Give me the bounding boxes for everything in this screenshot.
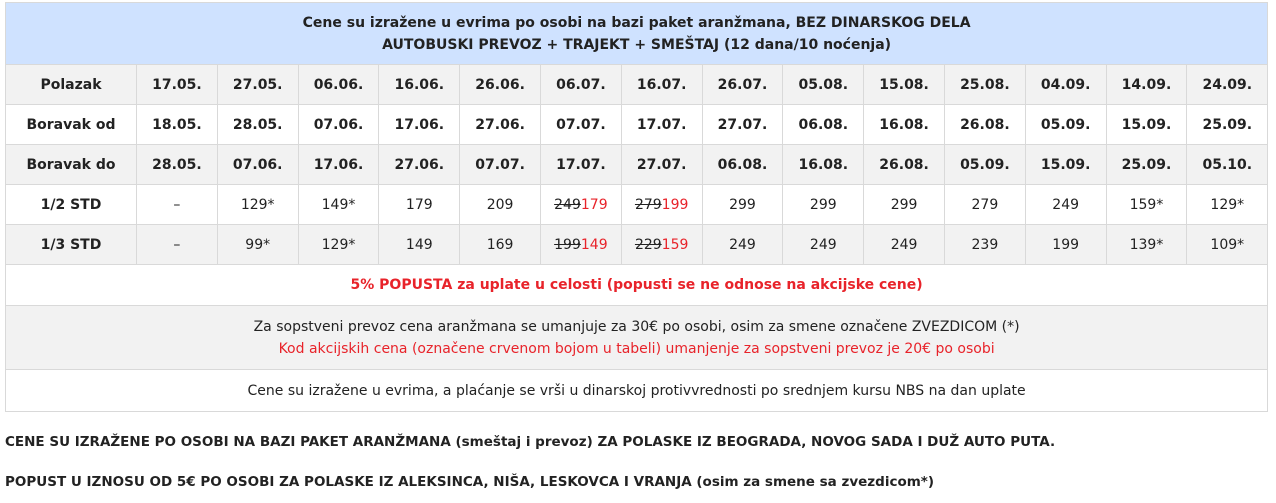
table-cell: 15.09. xyxy=(1025,145,1106,185)
table-cell: 24.09. xyxy=(1187,65,1268,105)
table-cell: 17.07. xyxy=(540,145,621,185)
own-transport-note xyxy=(6,306,1268,370)
row-polazak xyxy=(6,65,1268,105)
table-cell xyxy=(540,225,621,265)
table-cell: 05.09. xyxy=(944,145,1025,185)
table-cell: 99* xyxy=(217,225,298,265)
note-line-1: Za sopstveni prevoz cena aranžmana se umanjuje za 30€ po osobi, osim za smene označene ZVEZDICOM (*) xyxy=(253,318,1020,335)
table-cell: 169 xyxy=(460,225,541,265)
old-price: 249 xyxy=(554,196,581,213)
table-cell: 16.06. xyxy=(379,65,460,105)
table-cell: 06.06. xyxy=(298,65,379,105)
table-cell: 07.07. xyxy=(540,105,621,145)
table-cell: 27.07. xyxy=(702,105,783,145)
row-half-std xyxy=(6,185,1268,225)
sale-price: 199 xyxy=(661,196,689,213)
table-cell: 15.08. xyxy=(864,65,945,105)
table-cell: 139* xyxy=(1106,225,1187,265)
table-cell: 149 xyxy=(379,225,460,265)
row-third-std xyxy=(6,225,1268,265)
table-cell: 109* xyxy=(1187,225,1268,265)
table-cell xyxy=(621,225,702,265)
table-cell xyxy=(621,185,702,225)
table-cell: 28.05. xyxy=(137,145,218,185)
table-cell: 07.06. xyxy=(217,145,298,185)
table-cell: 149* xyxy=(298,185,379,225)
table-cell: 05.08. xyxy=(783,65,864,105)
table-cell: 26.08. xyxy=(864,145,945,185)
old-price: 279 xyxy=(634,196,662,213)
table-cell: 07.06. xyxy=(298,105,379,145)
table-cell: 05.09. xyxy=(1025,105,1106,145)
table-cell: 26.07. xyxy=(702,65,783,105)
note-row xyxy=(6,306,1268,370)
table-cell: 15.09. xyxy=(1106,105,1187,145)
header-line-2: AUTOBUSKI PREVOZ + TRAJEKT + SMEŠTAJ (12 dana/10 noćenja) xyxy=(382,36,892,53)
table-cell: 17.05. xyxy=(137,65,218,105)
table-cell: 299 xyxy=(783,185,864,225)
table-cell: – xyxy=(137,225,218,265)
promo-text: 5% POPUSTA za uplate u celosti (popusti se ne odnose na akcijske cene) xyxy=(6,265,1268,306)
table-cell: 26.08. xyxy=(944,105,1025,145)
table-cell: 05.10. xyxy=(1187,145,1268,185)
table-cell: 299 xyxy=(864,185,945,225)
table-cell: 27.06. xyxy=(460,105,541,145)
table-cell: 249 xyxy=(1025,185,1106,225)
table-cell: 249 xyxy=(783,225,864,265)
table-cell: 239 xyxy=(944,225,1025,265)
table-cell: 07.07. xyxy=(460,145,541,185)
table-cell: 199 xyxy=(1025,225,1106,265)
table-cell: – xyxy=(137,185,218,225)
table-header-row xyxy=(6,3,1268,65)
table-cell: 17.06. xyxy=(379,105,460,145)
row-label: Polazak xyxy=(6,65,137,105)
table-cell: 159* xyxy=(1106,185,1187,225)
sale-price: 179 xyxy=(580,196,608,213)
table-cell: 04.09. xyxy=(1025,65,1106,105)
footer-line-1: CENE SU IZRAŽENE PO OSOBI NA BAZI PAKET ARANŽMANA (smeštaj i prevoz) ZA POLASKE IZ BEOGRADA, NOVOG SADA I DUŽ AUTO PUTA. xyxy=(5,434,1056,450)
table-cell: 27.05. xyxy=(217,65,298,105)
table-cell: 249 xyxy=(864,225,945,265)
table-cell: 28.05. xyxy=(217,105,298,145)
old-price: 199 xyxy=(554,236,581,253)
table-cell: 16.08. xyxy=(783,145,864,185)
table-cell: 179 xyxy=(379,185,460,225)
table-cell: 27.06. xyxy=(379,145,460,185)
table-cell: 249 xyxy=(702,225,783,265)
table-cell: 25.09. xyxy=(1187,105,1268,145)
row-boravak-do xyxy=(6,145,1268,185)
table-cell: 18.05. xyxy=(137,105,218,145)
table-cell: 26.06. xyxy=(460,65,541,105)
note-line-2: Kod akcijskih cena (označene crvenom bojom u tabeli) umanjenje za sopstveni prevoz je 20€ po osobi xyxy=(278,340,995,357)
row-boravak-od xyxy=(6,105,1268,145)
old-price: 229 xyxy=(634,236,662,253)
row-label: Boravak od xyxy=(6,105,137,145)
row-label: 1/3 STD xyxy=(6,225,137,265)
table-cell: 209 xyxy=(460,185,541,225)
price-table xyxy=(5,2,1268,412)
sale-price: 149 xyxy=(580,236,608,253)
promo-row xyxy=(6,265,1268,306)
table-cell: 25.08. xyxy=(944,65,1025,105)
table-cell: 17.07. xyxy=(621,105,702,145)
table-cell: 129* xyxy=(1187,185,1268,225)
table-cell: 129* xyxy=(298,225,379,265)
table-cell: 14.09. xyxy=(1106,65,1187,105)
table-cell: 16.07. xyxy=(621,65,702,105)
header-line-1: Cene su izražene u evrima po osobi na bazi paket aranžmana, BEZ DINARSKOG DELA xyxy=(302,14,971,31)
table-cell: 299 xyxy=(702,185,783,225)
table-cell xyxy=(540,185,621,225)
table-cell: 06.07. xyxy=(540,65,621,105)
table-cell: 27.07. xyxy=(621,145,702,185)
table-cell: 06.08. xyxy=(783,105,864,145)
currency-note: Cene su izražene u evrima, a plaćanje se vrši u dinarskoj protivvrednosti po srednjem kursu NBS na dan uplate xyxy=(6,370,1268,412)
table-cell: 17.06. xyxy=(298,145,379,185)
table-cell: 129* xyxy=(217,185,298,225)
row-label: 1/2 STD xyxy=(6,185,137,225)
table-cell: 25.09. xyxy=(1106,145,1187,185)
row-label: Boravak do xyxy=(6,145,137,185)
table-header xyxy=(6,3,1268,65)
table-cell: 279 xyxy=(944,185,1025,225)
table-cell: 06.08. xyxy=(702,145,783,185)
sale-price: 159 xyxy=(661,236,689,253)
table-cell: 16.08. xyxy=(864,105,945,145)
footer-line-2: POPUST U IZNOSU OD 5€ PO OSOBI ZA POLASKE IZ ALEKSINCA, NIŠA, LESKOVCA I VRANJA (osim za smene sa zvezdicom*) xyxy=(5,474,935,490)
currency-row xyxy=(6,370,1268,412)
